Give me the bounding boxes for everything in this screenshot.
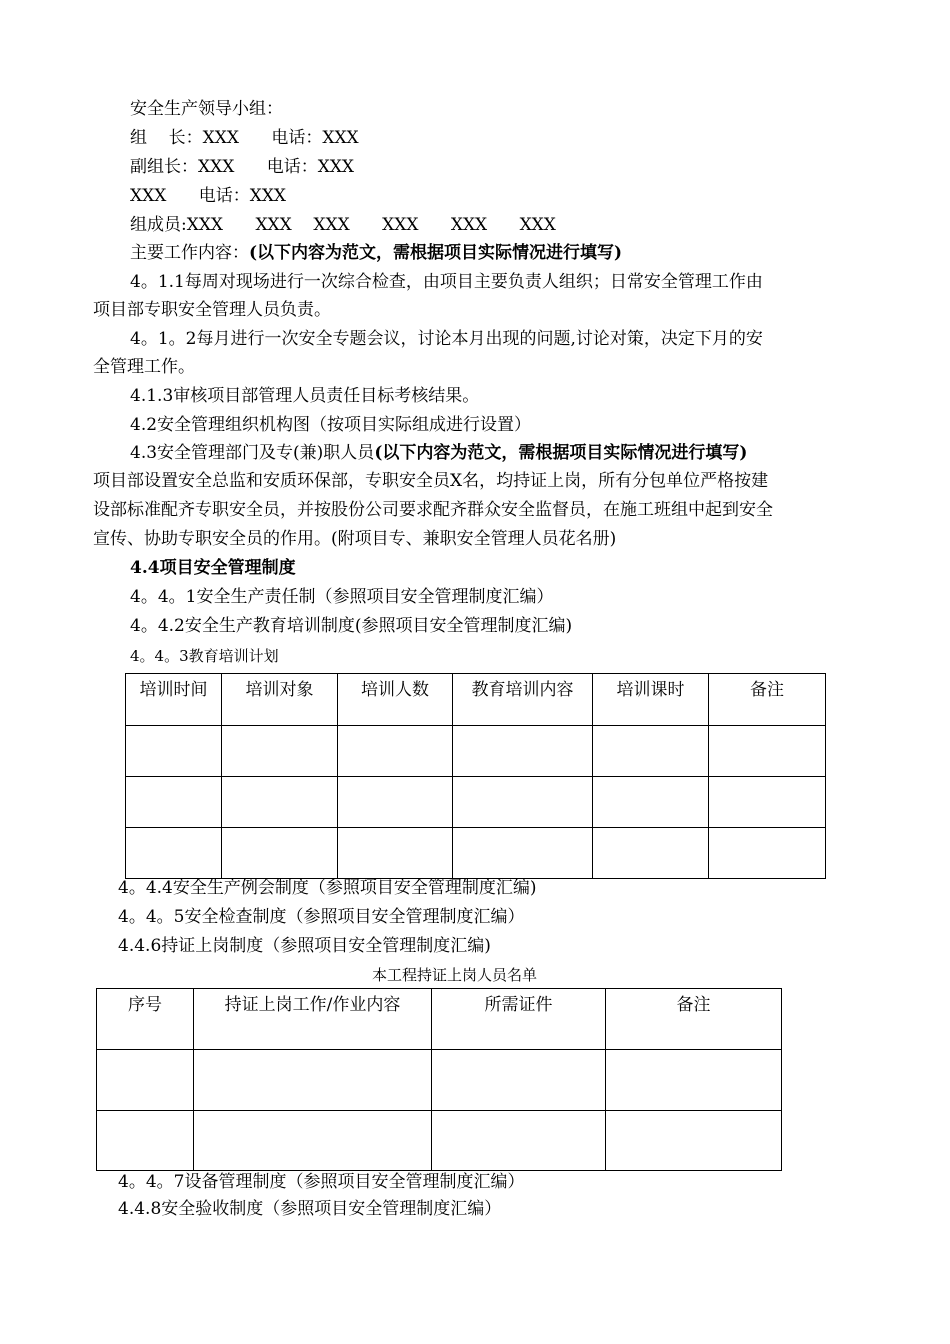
certified-staff-table: [96, 988, 782, 1171]
empty-cell: [222, 828, 338, 879]
table-row: [126, 777, 826, 828]
table-row: [126, 828, 826, 879]
empty-cell: [338, 726, 453, 777]
empty-cell: [194, 1050, 432, 1111]
empty-cell: [126, 777, 222, 828]
empty-cell: [432, 1111, 606, 1171]
header-cell: 序号: [97, 989, 194, 1050]
deputy-line: 副组长：XXX 电话：XXX: [130, 157, 355, 177]
work-content-line: [130, 242, 622, 264]
para-4-3-note: (以下内容为范文，需根据项目实际情况进行填写): [374, 443, 748, 463]
table-row: [97, 1050, 782, 1111]
para-4-4-4: 4。4.4安全生产例会制度（参照项目安全管理制度汇编): [118, 878, 537, 898]
members-line: 组成员:XXX XXX XXX XXX XXX XXX: [130, 215, 556, 235]
empty-cell: [453, 777, 593, 828]
empty-cell: [606, 1111, 782, 1171]
empty-cell: [709, 726, 826, 777]
para-4-1-2-line1: 4。1。2每月进行一次安全专题会议，讨论本月出现的问题,讨论对策，决定下月的安: [130, 329, 763, 349]
para-4-4-1: 4。4。1安全生产责任制（参照项目安全管理制度汇编）: [130, 587, 554, 607]
para-4-4-8: 4.4.8安全验收制度（参照项目安全管理制度汇编）: [118, 1199, 502, 1219]
para-4-4-3: 4。4。3教育培训计划: [130, 647, 279, 665]
empty-cell: [432, 1050, 606, 1111]
header-cell: 持证上岗工作/作业内容: [194, 989, 432, 1050]
empty-cell: [338, 828, 453, 879]
para-4-3-line4: 宣传、协助专职安全员的作用。(附项目专、兼职安全管理人员花名册): [93, 529, 617, 549]
table-row: [97, 1111, 782, 1171]
para-4-4-5: 4。4。5安全检查制度（参照项目安全管理制度汇编）: [118, 907, 525, 927]
para-4-3-line1: [130, 442, 747, 464]
header-cell: 所需证件: [432, 989, 606, 1050]
header-cell: 培训课时: [593, 674, 709, 726]
work-content-label: 主要工作内容：: [130, 243, 249, 263]
table-row: [126, 726, 826, 777]
para-4-1-1-line2: 项目部专职安全管理人员负责。: [93, 300, 331, 320]
empty-cell: [338, 777, 453, 828]
cert-table-title: 本工程持证上岗人员名单: [372, 966, 538, 984]
empty-cell: [453, 726, 593, 777]
para-4-1-1-line1: 4。1.1每周对现场进行一次综合检查，由项目主要负责人组织；日常安全管理工作由: [130, 272, 763, 292]
empty-cell: [222, 726, 338, 777]
para-4-3-title: 4.3安全管理部门及专(兼)职人员: [130, 443, 375, 463]
empty-cell: [709, 777, 826, 828]
member-contact-line: XXX 电话：XXX: [130, 186, 287, 206]
para-4-4-7: 4。4。7设备管理制度（参照项目安全管理制度汇编）: [118, 1172, 525, 1192]
empty-cell: [97, 1111, 194, 1171]
section-4-4-heading: 4.4项目安全管理制度: [130, 558, 296, 578]
header-cell: 培训时间: [126, 674, 222, 726]
header-cell: 教育培训内容: [453, 674, 593, 726]
para-4-3-line3: 设部标准配齐专职安全员，并按股份公司要求配齐群众安全监督员，在施工班组中起到安全: [93, 500, 773, 520]
empty-cell: [453, 828, 593, 879]
para-4-4-6: 4.4.6持证上岗制度（参照项目安全管理制度汇编): [118, 936, 491, 956]
training-plan-table: [125, 673, 826, 879]
work-content-note: (以下内容为范文，需根据项目实际情况进行填写): [249, 243, 623, 263]
empty-cell: [194, 1111, 432, 1171]
empty-cell: [606, 1050, 782, 1111]
header-cell: 培训人数: [338, 674, 453, 726]
table-header-row: [126, 674, 826, 726]
empty-cell: [97, 1050, 194, 1111]
header-cell: 备注: [606, 989, 782, 1050]
header-cell: 备注: [709, 674, 826, 726]
para-4-2: 4.2安全管理组织机构图（按项目实际组成进行设置）: [130, 415, 532, 435]
empty-cell: [593, 726, 709, 777]
empty-cell: [126, 828, 222, 879]
empty-cell: [126, 726, 222, 777]
header-cell: 培训对象: [222, 674, 338, 726]
empty-cell: [593, 828, 709, 879]
para-4-3-line2: 项目部设置安全总监和安质环保部，专职安全员X名，均持证上岗，所有分包单位严格按建: [93, 471, 769, 491]
empty-cell: [222, 777, 338, 828]
para-4-1-3: 4.1.3审核项目部管理人员责任目标考核结果。: [130, 386, 480, 406]
leader-line: 组 长：XXX 电话：XXX: [130, 128, 359, 148]
empty-cell: [709, 828, 826, 879]
para-4-1-2-line2: 全管理工作。: [93, 357, 195, 377]
empty-cell: [593, 777, 709, 828]
leadership-heading: 安全生产领导小组：: [130, 99, 283, 119]
para-4-4-2: 4。4.2安全生产教育培训制度(参照项目安全管理制度汇编): [130, 616, 573, 636]
table-header-row: [97, 989, 782, 1050]
